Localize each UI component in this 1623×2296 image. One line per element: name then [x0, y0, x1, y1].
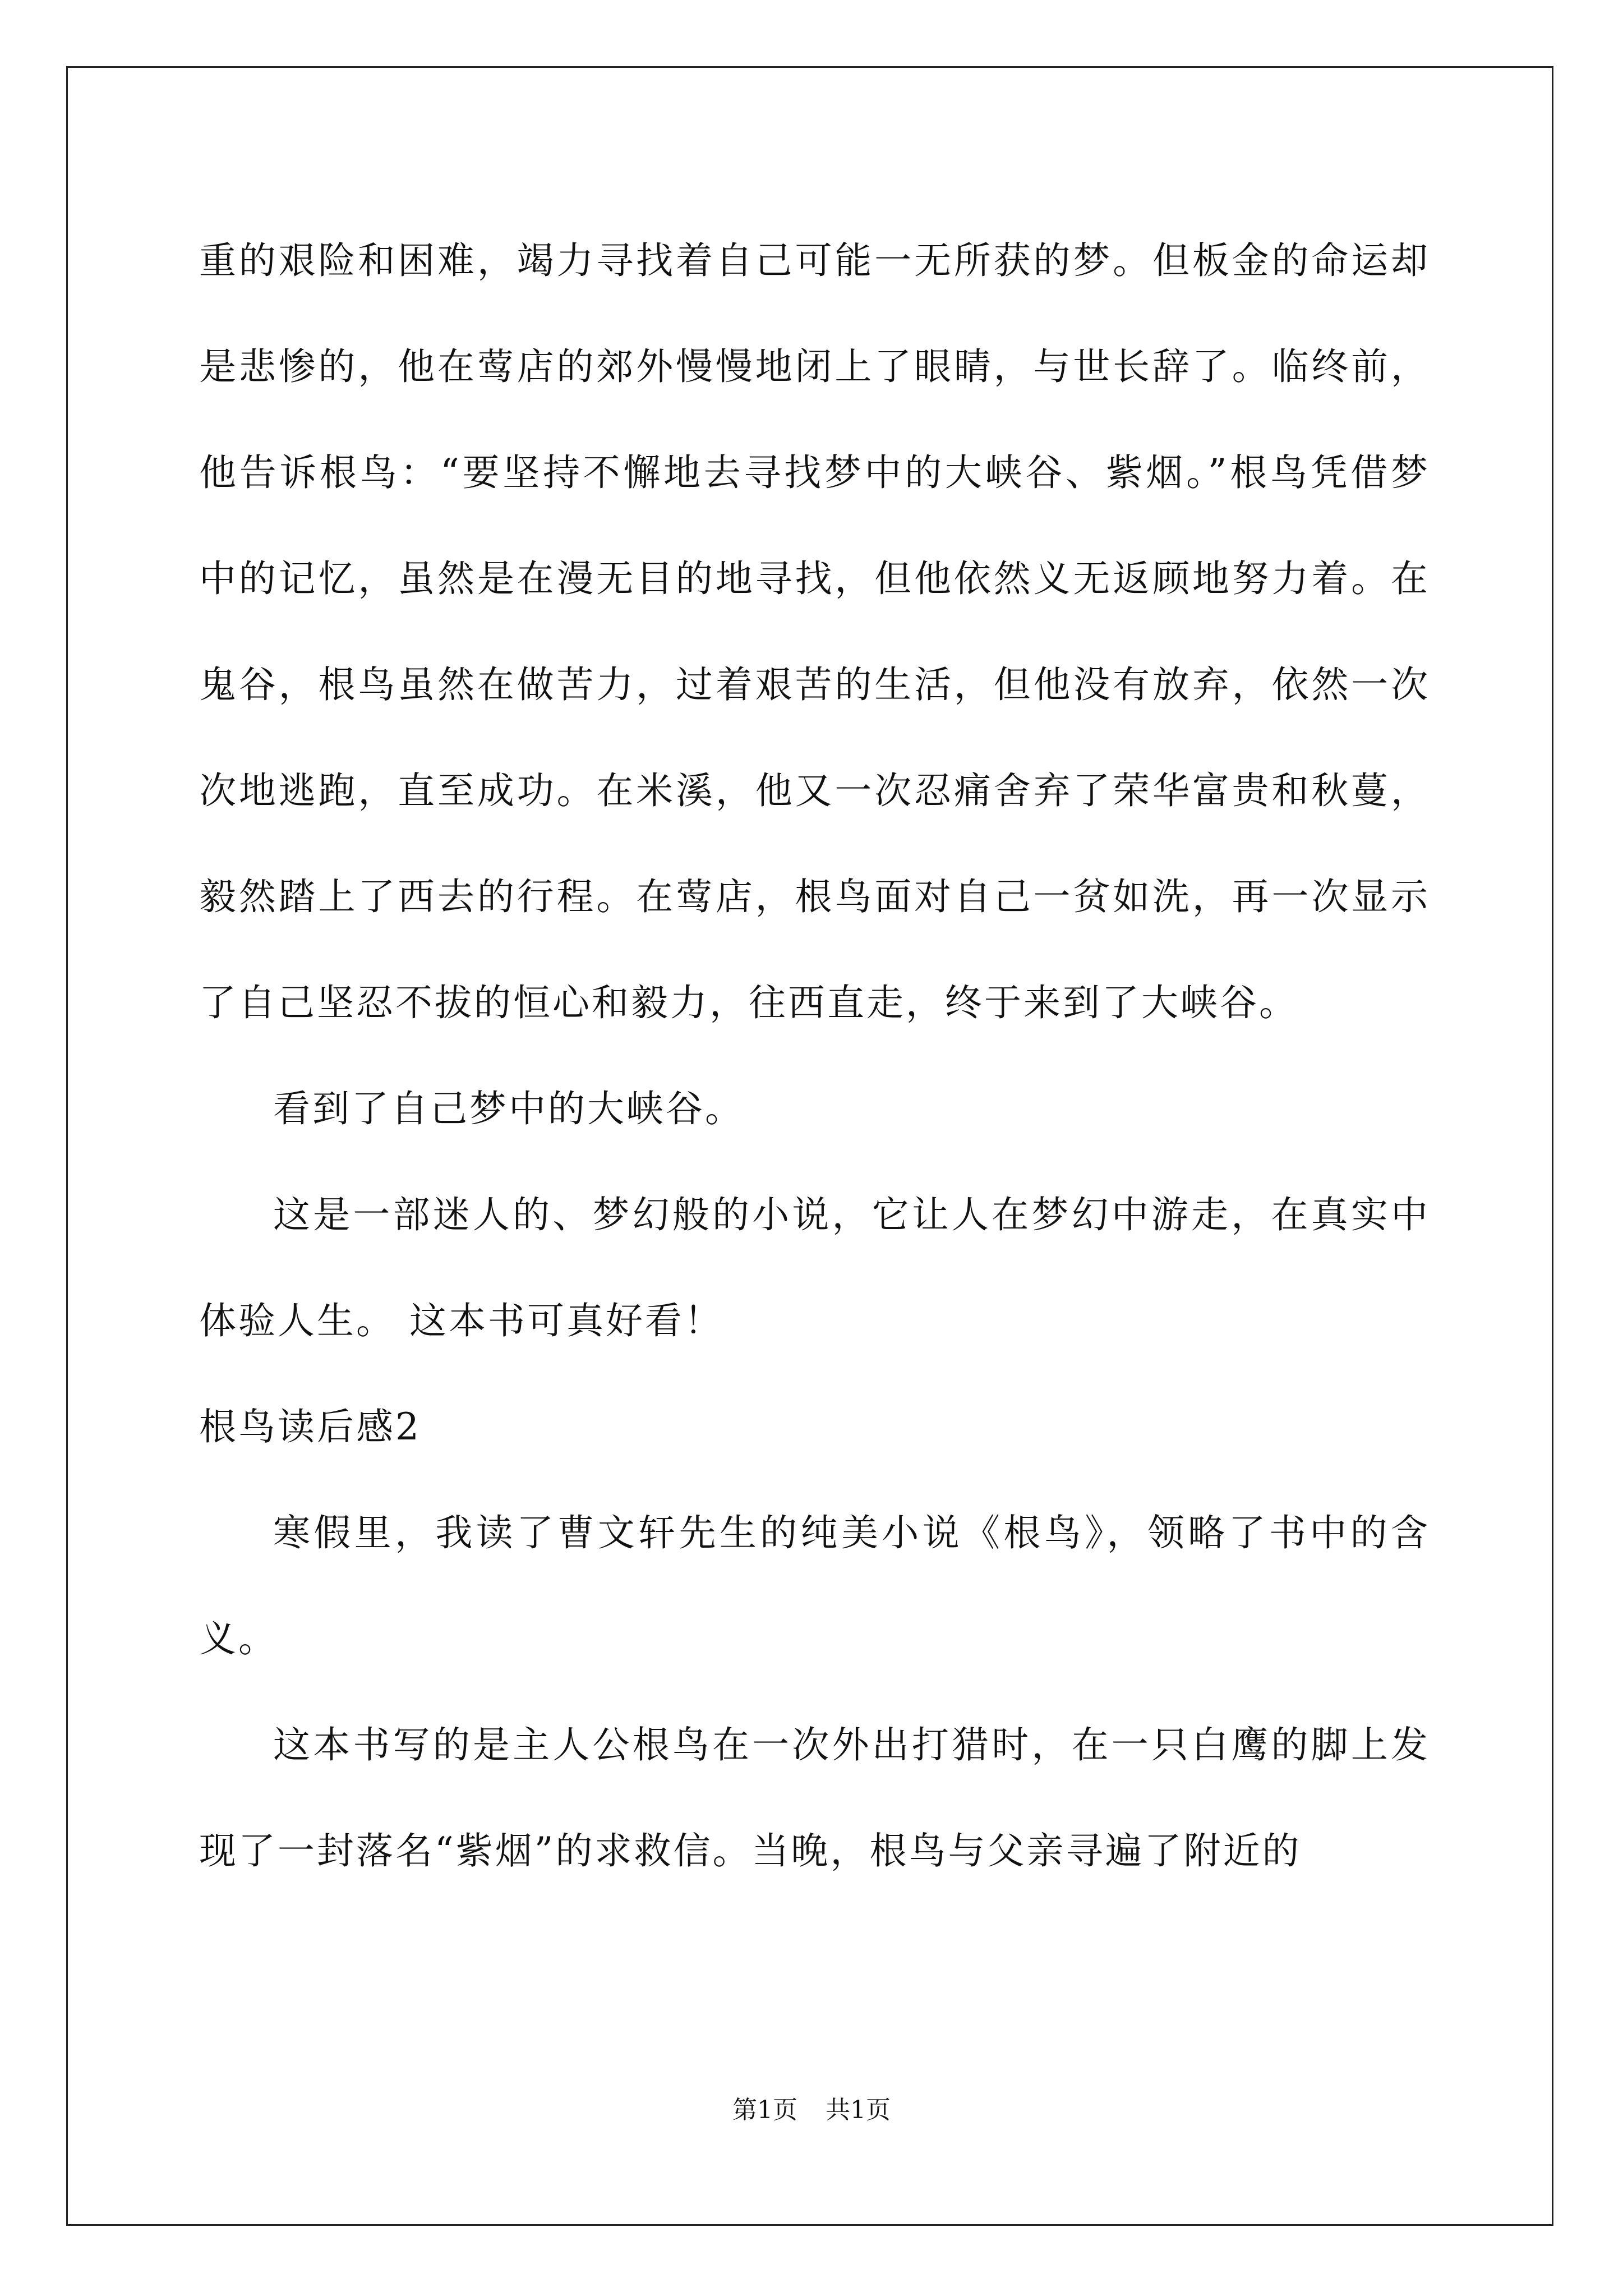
paragraph: 寒假里，我读了曹文轩先生的纯美小说《根鸟》，领略了书中的含义。	[199, 1511, 1430, 1660]
document-body	[199, 208, 1430, 1904]
paragraph: 这本书写的是主人公根鸟在一次外出打猎时，在一只白鹰的脚上发现了一封落名“紫烟”的求救信。当晚，根鸟与父亲寻遍了附近的	[199, 1723, 1430, 1872]
page-footer	[0, 2090, 1623, 2125]
paragraph-continued: 重的艰险和困难，竭力寻找着自己可能一无所获的梦。但板金的命运却是悲惨的，他在莺店的郊外慢慢地闭上了眼睛，与世长辞了。临终前，他告诉根鸟：“要坚持不懈地去寻找梦中的大峡谷、紫烟。”根鸟凭借梦中的记忆，虽然是在漫无目的地寻找，但他依然义无返顾地努力着。在鬼谷，根鸟虽然在做苦力，过着艰苦的生活，但他没有放弃，依然一次次地逃跑，直至成功。在米溪，他又一次忍痛舍弃了荣华富贵和秋蔓，毅然踏上了西去的行程。在莺店，根鸟面对自己一贫如洗，再一次显示了自己坚忍不拔的恒心和毅力，往西直走，终于来到了大峡谷。	[199, 239, 1430, 1024]
page-total: 共1页	[826, 2096, 891, 2124]
paragraph: 看到了自己梦中的大峡谷。	[273, 1087, 744, 1130]
page-number: 第1页	[732, 2096, 797, 2124]
paragraph: 这是一部迷人的、梦幻般的小说，它让人在梦幻中游走，在真实中体验人生。 这本书可真好看！	[199, 1193, 1430, 1342]
section-heading: 根鸟读后感2	[199, 1405, 421, 1448]
